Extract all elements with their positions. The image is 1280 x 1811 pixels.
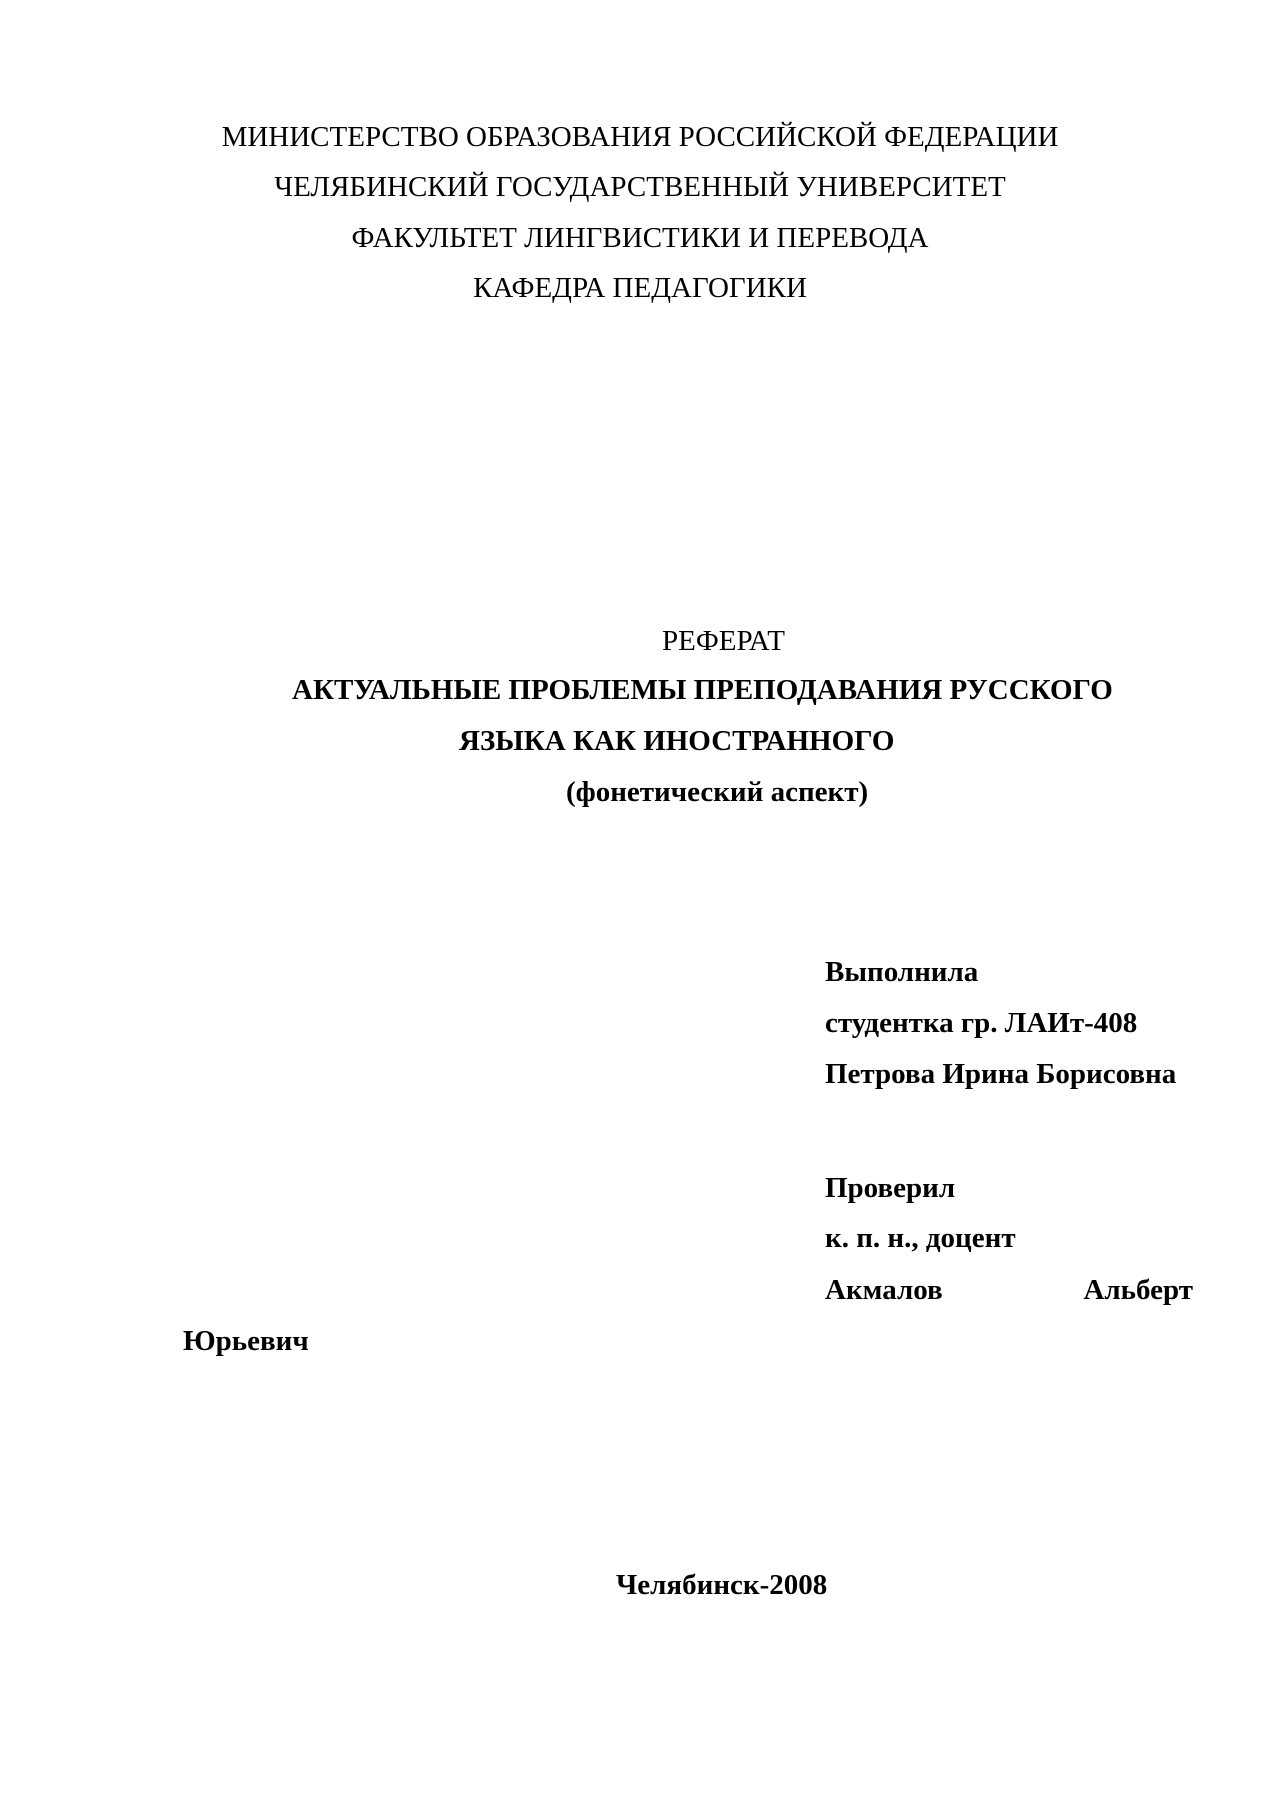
title-line-2: ЯЗЫКА КАК ИНОСТРАННОГО [459, 725, 895, 757]
city-year: Челябинск-2008 [616, 1569, 828, 1601]
university-heading: ЧЕЛЯБИНСКИЙ ГОСУДАРСТВЕННЫЙ УНИВЕРСИТЕТ [274, 171, 1006, 203]
ministry-heading: МИНИСТЕРСТВО ОБРАЗОВАНИЯ РОССИЙСКОЙ ФЕДЕРАЦИИ [221, 121, 1059, 153]
document-type: РЕФЕРАТ [662, 625, 785, 657]
reviewer-degree: к. п. н., доцент [825, 1222, 1016, 1254]
subtitle: (фонетический аспект) [566, 776, 869, 808]
reviewer-first-name: Альберт [1083, 1274, 1193, 1306]
faculty-heading: ФАКУЛЬТЕТ ЛИНГВИСТИКИ И ПЕРЕВОДА [351, 222, 929, 254]
reviewer-name-row [825, 1273, 1193, 1307]
author-name: Петрова Ирина Борисовна [825, 1058, 1177, 1090]
reviewer-surname: Акмалов [825, 1274, 943, 1306]
author-label: Выполнила [825, 956, 979, 988]
author-group: студентка гр. ЛАИт-408 [825, 1007, 1138, 1039]
reviewer-label: Проверил [825, 1172, 956, 1204]
title-line-1: АКТУАЛЬНЫЕ ПРОБЛЕМЫ ПРЕПОДАВАНИЯ РУССКОГО [292, 674, 1113, 706]
department-heading: КАФЕДРА ПЕДАГОГИКИ [473, 272, 807, 304]
reviewer-patronymic: Юрьевич [183, 1325, 309, 1357]
